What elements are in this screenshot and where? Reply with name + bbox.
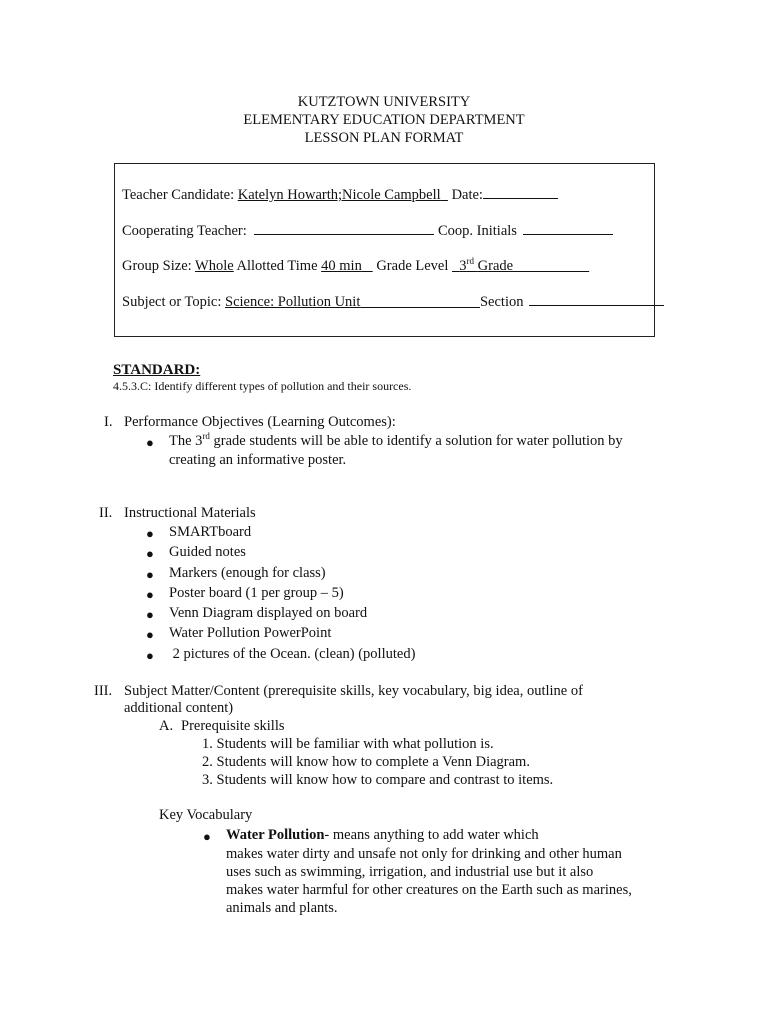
prereq-item: 3. Students will know how to compare and contrast to items. [202,772,554,788]
subsection-a-title: Prerequisite skills [181,718,285,734]
department-name: ELEMENTARY EDUCATION DEPARTMENT [243,112,525,128]
material-item: Guided notes [169,544,246,560]
standard-text: 4.5.3.C: Identify different types of pollution and their sources. [113,379,412,393]
objective-text: The 3rd grade students will be able to identify a solution for water pollution by [169,431,623,449]
bullet-icon: ● [146,587,154,602]
vocab-definition-line: makes water dirty and unsafe not only for drinking and other human [226,846,622,862]
coop-initials-blank [523,222,613,235]
allotted-time-label: Allotted Time [236,258,318,274]
bullet-icon: ● [146,567,154,582]
allotted-time-value: 40 min [321,258,362,274]
section-3-title: Subject Matter/Content (prerequisite skills, key vocabulary, big idea, outline of [124,683,583,699]
coop-initials-label: Coop. Initials [438,223,517,239]
section-2-numeral: II. [99,505,113,521]
section-1-numeral: I. [104,414,113,430]
material-item: 2 pictures of the Ocean. (clean) (polluted) [169,646,416,662]
bullet-icon: ● [146,546,154,561]
material-item: Water Pollution PowerPoint [169,625,332,641]
bullet-icon: ● [146,435,154,450]
section-2-title: Instructional Materials [124,505,256,521]
bullet-icon: ● [203,829,211,844]
bullet-icon: ● [146,607,154,622]
standard-heading: STANDARD: [113,362,201,378]
objective-text-continued: creating an informative poster. [169,452,347,468]
teacher-row [122,186,558,204]
coop-teacher-label: Cooperating Teacher: [122,223,247,239]
subject-value: Science: Pollution Unit [225,294,361,310]
section-3-title-continued: additional content) [124,700,234,716]
teacher-label: Teacher Candidate: [122,187,235,203]
vocab-term: Water Pollution [226,827,325,843]
coop-row [122,222,613,240]
section-blank [529,293,664,306]
material-item: Poster board (1 per group – 5) [169,585,344,601]
university-name: KUTZTOWN UNIVERSITY [297,94,471,110]
material-item: Venn Diagram displayed on board [169,605,368,621]
teacher-value: Katelyn Howarth;Nicole Campbell [237,187,441,203]
bullet-icon: ● [146,526,154,541]
grade-word: Grade [477,258,514,274]
document-title: LESSON PLAN FORMAT [304,130,464,146]
material-item: Markers (enough for class) [169,565,326,581]
grade-superscript: rd [466,256,475,267]
bullet-icon: ● [146,627,154,642]
coop-teacher-blank [254,222,434,235]
key-vocabulary-title: Key Vocabulary [159,807,253,823]
section-3-numeral: III. [94,683,113,699]
vocab-definition-line: uses such as swimming, irrigation, and industrial use but it also [226,864,594,880]
group-size-value: Whole [195,258,234,274]
vocab-definition-start: - means anything to add water which [324,827,539,843]
grade-number: 3 [459,258,467,274]
subject-label: Subject or Topic: [122,294,222,310]
prereq-item: 1. Students will be familiar with what pollution is. [202,736,494,752]
section-1-title: Performance Objectives (Learning Outcomes): [124,414,396,430]
vocab-definition-line: makes water harmful for other creatures on the Earth such as marines, [226,882,632,898]
vocab-entry [226,827,539,844]
grade-level-label: Grade Level [376,258,449,274]
group-row [122,258,589,275]
bullet-icon: ● [146,648,154,663]
subsection-a-letter: A. [159,718,174,734]
date-label: Date: [451,187,483,203]
subject-row [122,293,664,311]
date-blank [483,186,558,199]
vocab-definition-line: animals and plants. [226,900,338,916]
prereq-item: 2. Students will know how to complete a Venn Diagram. [202,754,530,770]
material-item: SMARTboard [169,524,252,540]
group-size-label: Group Size: [122,258,192,274]
section-label: Section [479,294,524,310]
